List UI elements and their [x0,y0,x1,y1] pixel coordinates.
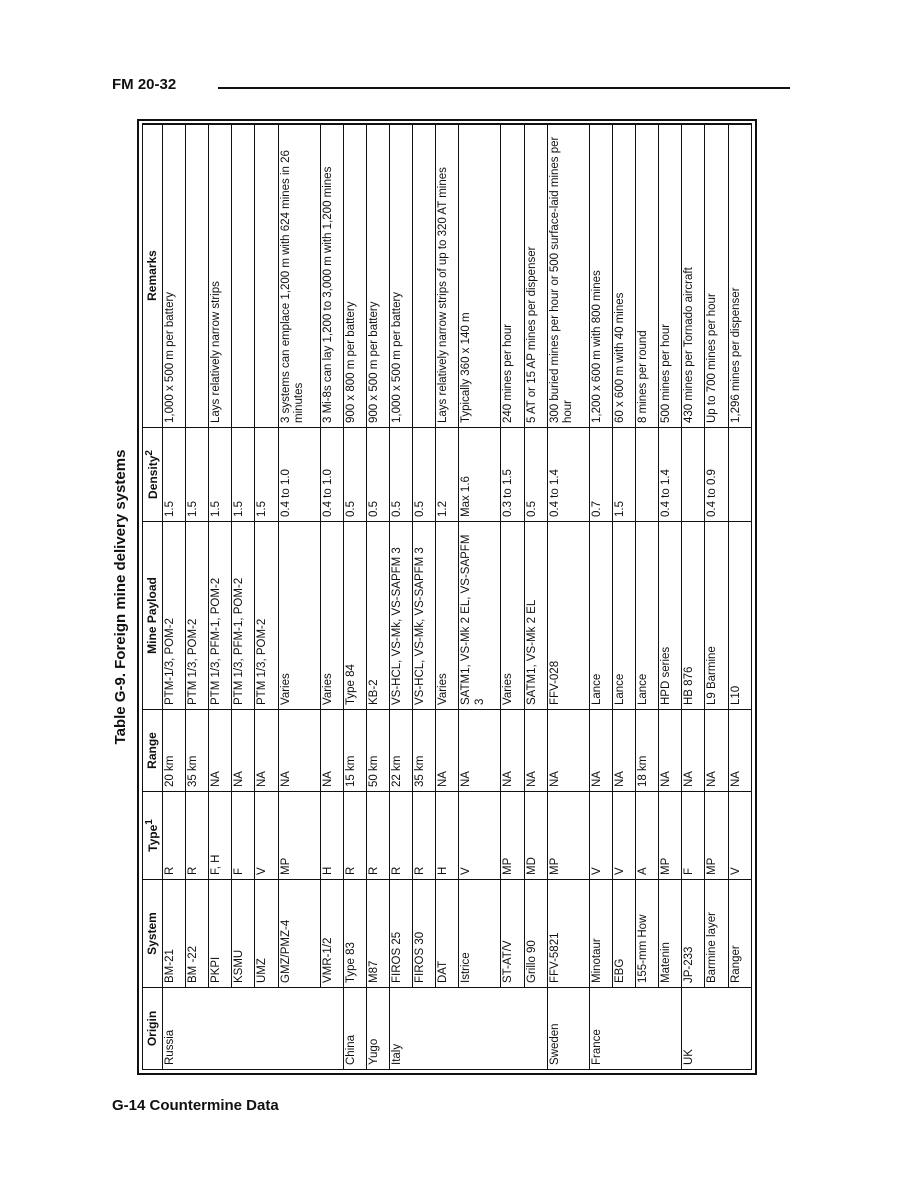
cell-type: V [589,792,612,880]
cell-system: M87 [366,880,389,988]
cell-origin [459,988,501,1070]
cell-range: NA [278,710,320,792]
cell-origin [209,988,232,1070]
cell-range: 35 km [185,710,208,792]
cell-origin: Sweden [547,988,589,1070]
cell-remarks: 240 mines per hour [501,124,524,428]
cell-payload: PTM 1/3, POM-2 [255,522,278,710]
cell-remarks [413,124,436,428]
cell-type: MP [705,792,728,880]
table-row [366,124,389,1070]
cell-system: Barmine layer [705,880,728,988]
table-row [547,124,589,1070]
cell-payload: VS-HCL, VS-Mk, VS-SAPFM 3 [389,522,412,710]
cell-density: Max 1.6 [459,428,501,522]
cell-origin [255,988,278,1070]
header-rule [218,87,790,89]
cell-remarks: 60 x 600 m with 40 mines [612,124,635,428]
cell-type: R [162,792,185,880]
col-header-remarks: Remarks [143,124,163,428]
cell-remarks: 500 mines per hour [659,124,682,428]
cell-payload: PTM 1/3, POM-2 [185,522,208,710]
cell-system: KSMU [232,880,255,988]
cell-type: MD [524,792,547,880]
cell-system: 155-mm How [635,880,658,988]
cell-remarks: 8 mines per round [635,124,658,428]
cell-payload: FFV-028 [547,522,589,710]
cell-remarks: 1,200 x 600 m with 800 mines [589,124,612,428]
cell-system: Matenin [659,880,682,988]
cell-origin [501,988,524,1070]
cell-type: MP [659,792,682,880]
cell-remarks: 900 x 800 m per battery [343,124,366,428]
cell-density: 0.5 [343,428,366,522]
cell-system: BM -22 [185,880,208,988]
table-row [501,124,524,1070]
cell-origin [728,988,751,1070]
cell-origin [436,988,459,1070]
cell-type: F, H [209,792,232,880]
cell-type: MP [547,792,589,880]
cell-type: V [728,792,751,880]
cell-payload: Varies [278,522,320,710]
cell-origin [413,988,436,1070]
footnote-marker-2: 2 [144,450,155,456]
table-row [705,124,728,1070]
cell-payload: Lance [612,522,635,710]
cell-type: R [185,792,208,880]
header-row [143,124,163,1070]
cell-payload: HPD series [659,522,682,710]
cell-system: ST-AT/V [501,880,524,988]
cell-type: H [436,792,459,880]
page-footer: G-14 Countermine Data [112,1097,279,1114]
col-header-payload: Mine Payload [143,522,163,710]
cell-density: 0.5 [524,428,547,522]
cell-range: NA [436,710,459,792]
cell-system: UMZ [255,880,278,988]
cell-system: VMR-1/2 [320,880,343,988]
rotated-table-container [112,124,752,1070]
table-title: Table G-9. Foreign mine delivery systems [112,449,129,745]
cell-density: 0.5 [366,428,389,522]
cell-type: V [255,792,278,880]
cell-payload: SATM1, VS-Mk 2 EL, VS-SAPFM 3 [459,522,501,710]
cell-type: MP [501,792,524,880]
table-row [728,124,751,1070]
table-row [320,124,343,1070]
cell-payload: Varies [501,522,524,710]
cell-payload: Lance [589,522,612,710]
cell-remarks [185,124,208,428]
col-header-density-label: Density [146,455,160,499]
cell-remarks: Typically 360 x 140 m [459,124,501,428]
cell-remarks: Lays relatively narrow strips of up to 320 AT mines [436,124,459,428]
cell-system: FFV-5821 [547,880,589,988]
cell-range: 35 km [413,710,436,792]
cell-remarks: 3 Mi-8s can lay 1,200 to 3,000 m with 1,200 mines [320,124,343,428]
cell-range: NA [589,710,612,792]
table-row [612,124,635,1070]
cell-range: 50 km [366,710,389,792]
cell-range: 18 km [635,710,658,792]
cell-remarks: Lays relatively narrow strips [209,124,232,428]
table-row [589,124,612,1070]
cell-system: FIROS 30 [413,880,436,988]
cell-density [728,428,751,522]
cell-system: DAT [436,880,459,988]
cell-type: F [232,792,255,880]
cell-density: 1.2 [436,428,459,522]
cell-range: NA [459,710,501,792]
cell-range: NA [501,710,524,792]
cell-remarks: 900 x 500 m per battery [366,124,389,428]
table-row [682,124,705,1070]
cell-system: Istrice [459,880,501,988]
cell-type: V [459,792,501,880]
cell-system: Ranger [728,880,751,988]
cell-remarks: 5 AT or 15 AP mines per dispenser [524,124,547,428]
table-row [185,124,208,1070]
cell-type: MP [278,792,320,880]
cell-range: NA [547,710,589,792]
cell-payload: PTM 1/3, PFM-1, POM-2 [209,522,232,710]
cell-type: R [366,792,389,880]
cell-origin [635,988,658,1070]
cell-origin: UK [682,988,705,1070]
cell-remarks [232,124,255,428]
col-header-density [143,428,163,522]
cell-density: 1.5 [255,428,278,522]
cell-range: NA [705,710,728,792]
cell-density [635,428,658,522]
cell-range: NA [255,710,278,792]
cell-remarks: 300 buried mines per hour or 500 surface-laid mines per hour [547,124,589,428]
cell-origin [278,988,320,1070]
cell-payload: L9 Barmine [705,522,728,710]
cell-payload: Lance [635,522,658,710]
table-row [413,124,436,1070]
cell-range: 20 km [162,710,185,792]
foreign-mine-delivery-table [142,123,752,1070]
cell-system: EBG [612,880,635,988]
cell-payload: SATM1, VS-Mk 2 EL [524,522,547,710]
table-row [436,124,459,1070]
cell-remarks [255,124,278,428]
cell-range: NA [728,710,751,792]
cell-type: H [320,792,343,880]
cell-density: 0.7 [589,428,612,522]
cell-system: Grillo 90 [524,880,547,988]
cell-remarks: 1,000 x 500 m per battery [389,124,412,428]
cell-origin [320,988,343,1070]
cell-type: R [343,792,366,880]
cell-range: NA [612,710,635,792]
table-row [659,124,682,1070]
cell-payload: Varies [320,522,343,710]
cell-remarks: 3 systems can emplace 1,200 m with 624 mines in 26 minutes [278,124,320,428]
cell-system: GMZ/PMZ-4 [278,880,320,988]
cell-density: 1.5 [612,428,635,522]
cell-density: 1.5 [185,428,208,522]
cell-payload: Type 84 [343,522,366,710]
table-row [162,124,185,1070]
table-row [635,124,658,1070]
cell-density: 0.3 to 1.5 [501,428,524,522]
cell-origin: China [343,988,366,1070]
cell-payload: PTM-1/3, POM-2 [162,522,185,710]
table-row [459,124,501,1070]
cell-origin [232,988,255,1070]
table-body [162,124,751,1070]
cell-system: PKPI [209,880,232,988]
cell-payload: KB-2 [366,522,389,710]
cell-system: Minotaur [589,880,612,988]
page-header: FM 20-32 [112,76,177,93]
cell-remarks: 1,000 x 500 m per battery [162,124,185,428]
cell-type: A [635,792,658,880]
table-row [232,124,255,1070]
cell-origin [185,988,208,1070]
cell-remarks: 430 mines per Tornado aircraft [682,124,705,428]
table-row [524,124,547,1070]
table-row [278,124,320,1070]
cell-payload: VS-HCL, VS-Mk, VS-SAPFM 3 [413,522,436,710]
cell-density: 0.5 [389,428,412,522]
cell-system: Type 83 [343,880,366,988]
col-header-type [143,792,163,880]
table-row [389,124,412,1070]
table-row [209,124,232,1070]
cell-payload: L10 [728,522,751,710]
col-header-origin: Origin [143,988,163,1070]
cell-payload: HB 876 [682,522,705,710]
cell-origin [659,988,682,1070]
table-row [343,124,366,1070]
cell-system: JP-233 [682,880,705,988]
cell-density [682,428,705,522]
cell-range: NA [524,710,547,792]
cell-type: F [682,792,705,880]
cell-density: 0.4 to 1.0 [278,428,320,522]
cell-range: 22 km [389,710,412,792]
cell-density: 0.4 to 1.0 [320,428,343,522]
cell-range: NA [232,710,255,792]
cell-payload: Varies [436,522,459,710]
cell-density: 0.4 to 1.4 [659,428,682,522]
cell-system: BM-21 [162,880,185,988]
cell-remarks: 1,296 mines per dispenser [728,124,751,428]
cell-range: NA [209,710,232,792]
cell-density: 1.5 [162,428,185,522]
cell-origin: Yugo [366,988,389,1070]
cell-density: 1.5 [232,428,255,522]
cell-range: 15 km [343,710,366,792]
cell-payload: PTM 1/3, PFM-1, POM-2 [232,522,255,710]
cell-range: NA [659,710,682,792]
cell-type: R [389,792,412,880]
cell-origin: Italy [389,988,412,1070]
cell-origin [524,988,547,1070]
cell-origin [612,988,635,1070]
footnote-marker-1: 1 [144,819,155,825]
cell-type: V [612,792,635,880]
cell-density: 0.4 to 0.9 [705,428,728,522]
cell-remarks: Up to 700 mines per hour [705,124,728,428]
cell-type: R [413,792,436,880]
cell-range: NA [320,710,343,792]
cell-range: NA [682,710,705,792]
cell-density: 1.5 [209,428,232,522]
cell-system: FIROS 25 [389,880,412,988]
cell-origin: Russia [162,988,185,1070]
col-header-range: Range [143,710,163,792]
col-header-system: System [143,880,163,988]
table-row [255,124,278,1070]
cell-density: 0.5 [413,428,436,522]
cell-origin: France [589,988,612,1070]
col-header-type-label: Type [146,824,160,852]
cell-origin [705,988,728,1070]
cell-density: 0.4 to 1.4 [547,428,589,522]
